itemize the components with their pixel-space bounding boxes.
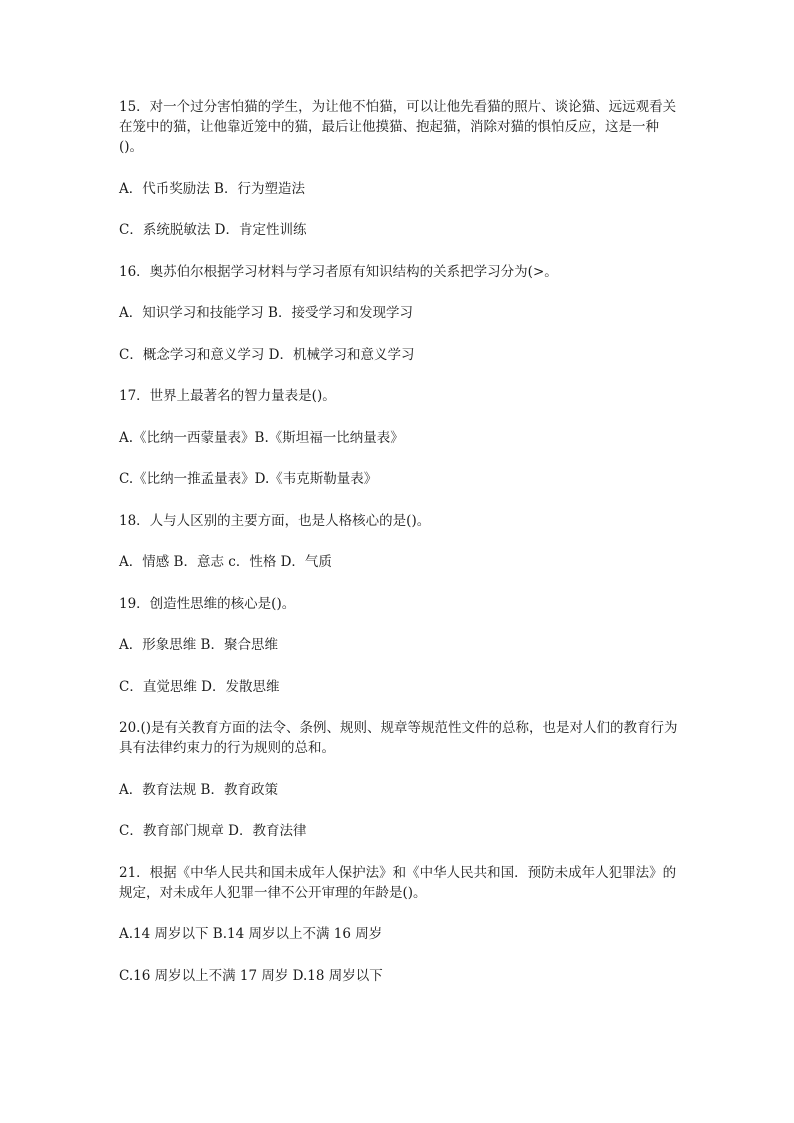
question-17-options-cd: C.《比纳一推孟量表》D.《韦克斯勒量表》 <box>119 471 378 487</box>
question-21-options-ab: A.14 周岁以下 B.14 周岁以上不满 16 周岁 <box>119 926 383 942</box>
question-21-stem: 21．根据《中华人民共和国未成年人保护法》和《中华人民共和国．预防未成年人犯罪法》的规定，对未成年人犯罪一律不公开审理的年龄是()。 <box>119 864 677 901</box>
question-19-stem: 19．创造性思维的核心是()。 <box>119 595 296 612</box>
question-21-options-cd: C.16 周岁以上不满 17 周岁 D.18 周岁以下 <box>119 967 383 984</box>
question-19-options-ab: A．形象思维 B．聚合思维 <box>119 637 278 653</box>
question-19-options-cd: C．直觉思维 D．发散思维 <box>119 678 280 695</box>
question-15-options-cd: C．系统脱敏法 D．肯定性训练 <box>119 222 307 238</box>
question-18-stem: 18．人与人区别的主要方面，也是人格核心的是()。 <box>119 512 431 529</box>
question-16-options-ab: A．知识学习和技能学习 B．接受学习和发现学习 <box>119 305 413 321</box>
question-18-options: A．情感 B．意志 c．性格 D．气质 <box>119 554 332 570</box>
question-15-stem: 15．对一个过分害怕猫的学生，为让他不怕猫，可以让他先看猫的照片、谈论猫、远远观看关在笼中的猫，让他靠近笼中的猫，最后让他摸猫、抱起猫，消除对猫的惧怕反应，这是一种()。 <box>119 99 677 155</box>
question-20-options-ab: A．教育法规 B．教育政策 <box>119 781 278 798</box>
question-20-options-cd: C．教育部门规章 D．教育法律 <box>119 823 307 839</box>
question-17-options-ab: A.《比纳一西蒙量表》B.《斯坦福一比纳量表》 <box>119 429 404 446</box>
question-16-stem: 16．奥苏伯尔根据学习材料与学习者原有知识结构的关系把学习分为(>。 <box>119 263 558 280</box>
question-16-options-cd: C．概念学习和意义学习 D．机械学习和意义学习 <box>119 346 415 363</box>
question-20-stem: 20.()是有关教育方面的法令、条例、规则、规章等规范性文件的总称，也是对人们的教育行为具有法律约束力的行为规则的总和。 <box>119 720 678 756</box>
question-15-options-ab: A．代币奖励法 B．行为塑造法 <box>119 180 305 197</box>
question-list <box>119 97 679 1007</box>
question-17-stem: 17．世界上最著名的智力量表是()。 <box>119 388 336 404</box>
